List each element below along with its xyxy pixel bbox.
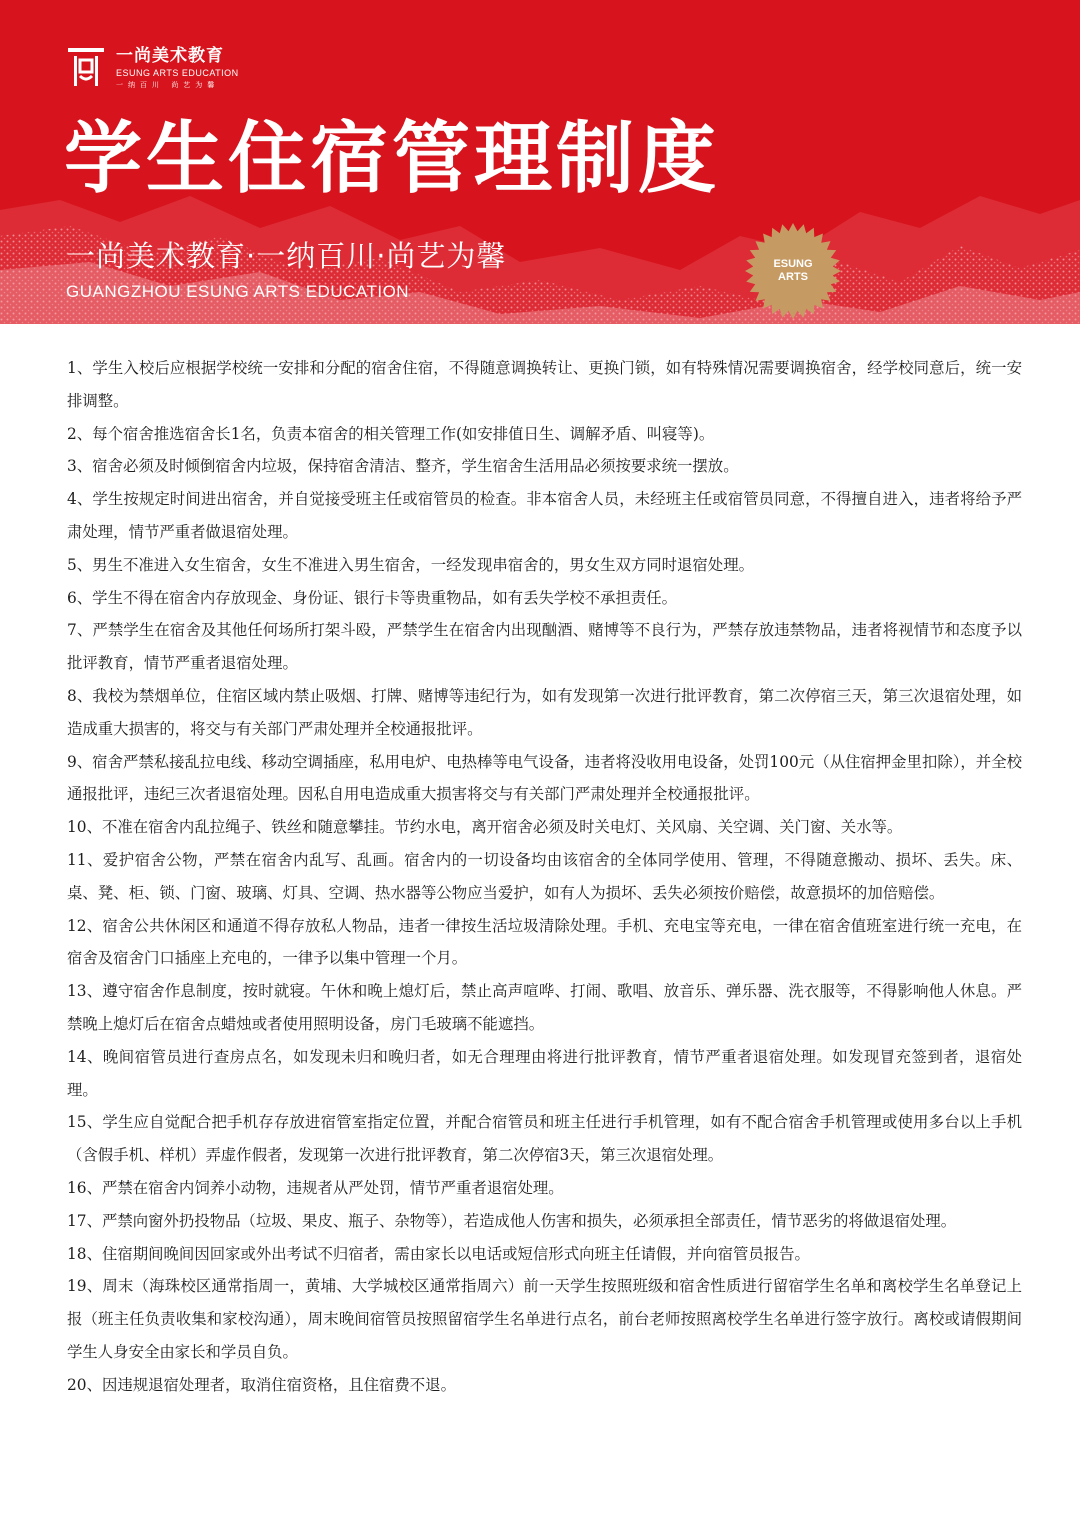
subtitle: 一尚美术教育·一纳百川·尚艺为馨 [66,239,507,273]
rule-item: 16、严禁在宿舍内饲养小动物，违规者从严处罚，情节严重者退宿处理。 [67,1178,564,1197]
rules-list [67,352,1022,1402]
rule-item: 11、爱护宿舍公物，严禁在宿舍内乱写、乱画。宿舍内的一切设备均由该宿舍的全体同学使用、管理，不得随意搬动、损坏、丢失。床、桌、凳、柜、锁、门窗、玻璃、灯具、空调、热水器等公物应当爱护，如有人为损坏、丢失必须按价赔偿，故意损坏的加倍赔偿。 [67,850,1022,902]
subtitle-english: GUANGZHOU ESUNG ARTS EDUCATION [66,282,410,301]
rule-item: 12、宿舍公共休闲区和通道不得存放私人物品，违者一律按生活垃圾清除处理。手机、充电宝等充电，一律在宿舍值班室进行统一充电，在宿舍及宿舍门口插座上充电的，一律予以集中管理一个月。 [67,916,1022,968]
rule-item: 14、晚间宿管员进行查房点名，如发现未归和晚归者，如无合理理由将进行批评教育，情节严重者退宿处理。如发现冒充签到者，退宿处理。 [67,1047,1022,1099]
esung-arts-badge [744,222,842,320]
brand-logo [66,44,239,92]
rule-item: 9、宿舍严禁私接乱拉电线、移动空调插座，私用电炉、电热棒等电气设备，违者将没收用电设备，处罚100元（从住宿押金里扣除），并全校通报批评，违纪三次者退宿处理。因私自用电造成重大损害将交与有关部门严肃处理并全校通报批评。 [67,752,1022,804]
rule-item: 3、宿舍必须及时倾倒宿舍内垃圾，保持宿舍清洁、整齐，学生宿舍生活用品必须按要求统一摆放。 [67,457,739,476]
brand-name-en: ESUNG ARTS EDUCATION [116,67,239,78]
rule-item: 8、我校为禁烟单位，住宿区域内禁止吸烟、打牌、赌博等违纪行为，如有发现第一次进行批评教育，第二次停宿三天，第三次退宿处理，如造成重大损害的，将交与有关部门严肃处理并全校通报批评。 [67,686,1022,738]
rule-item: 20、因违规退宿处理者，取消住宿资格，且住宿费不退。 [67,1375,456,1394]
rule-item: 2、每个宿舍推选宿舍长1名，负责本宿舍的相关管理工作(如安排值日生、调解矛盾、叫寝等)。 [67,424,715,443]
rule-item: 10、不准在宿舍内乱拉绳子、铁丝和随意攀挂。节约水电，离开宿舍必须及时关电灯、关风扇、关空调、关门窗、关水等。 [67,818,903,837]
page-title: 学生住宿管理制度 [64,113,721,204]
rule-item: 7、严禁学生在宿舍及其他任何场所打架斗殴，严禁学生在宿舍内出现酗酒、赌博等不良行为，严禁存放违禁物品，违者将视情节和态度予以批评教育，情节严重者退宿处理。 [67,621,1022,673]
rule-item: 1、学生入校后应根据学校统一安排和分配的宿舍住宿，不得随意调换转让、更换门锁，如有特殊情况需要调换宿舍，经学校同意后，统一安排调整。 [67,359,1022,410]
brand-name: 一尚美术教育 [116,45,224,66]
rule-item: 6、学生不得在宿舍内存放现金、身份证、银行卡等贵重物品，如有丢失学校不承担责任。 [67,588,678,607]
logo-icon [66,46,106,90]
rule-item: 19、周末（海珠校区通常指周一，黄埔、大学城校区通常指周六）前一天学生按照班级和宿舍性质进行留宿学生名单和离校学生名单登记上报（班主任负责收集和家校沟通），周末晚间宿管员按照留宿学生名单进行点名，前台老师按照离校学生名单进行签字放行。离校或请假期间学生人身安全由家长和学员自负。 [67,1277,1022,1361]
rule-item: 4、学生按规定时间进出宿舍，并自觉接受班主任或宿管员的检查。非本宿舍人员，未经班主任或宿管员同意，不得擅自进入，违者将给予严肃处理，情节严重者做退宿处理。 [67,490,1022,541]
rule-item: 17、严禁向窗外扔投物品（垃圾、果皮、瓶子、杂物等），若造成他人伤害和损失，必须承担全部责任，情节恶劣的将做退宿处理。 [67,1211,957,1230]
header-banner [0,0,1080,324]
badge-text [744,222,842,320]
rule-item: 18、住宿期间晚间因回家或外出考试不归宿者，需由家长以电话或短信形式向班主任请假，并向宿管员报告。 [67,1244,810,1263]
badge-line-2: ARTS [778,271,808,283]
badge-line-1: ESUNG [773,258,813,271]
rule-item: 5、男生不准进入女生宿舍，女生不准进入男生宿舍，一经发现串宿舍的，男女生双方同时退宿处理。 [67,555,754,574]
rule-item: 13、遵守宿舍作息制度，按时就寝。午休和晚上熄灯后，禁止高声喧哗、打闹、歌唱、放音乐、弹乐器、洗衣服等，不得影响他人休息。严禁晚上熄灯后在宿舍点蜡烛或者使用照明设备，房门毛玻璃不能遮挡。 [67,982,1022,1033]
brand-tagline: 一纳百川 尚艺为馨 [116,80,220,89]
rule-item: 15、学生应自觉配合把手机存存放进宿管室指定位置，并配合宿管员和班主任进行手机管理，如有不配合宿舍手机管理或使用多台以上手机（含假手机、样机）弄虚作假者，发现第一次进行批评教育，第二次停宿3天，第三次退宿处理。 [67,1113,1022,1165]
logo-text [116,45,239,89]
